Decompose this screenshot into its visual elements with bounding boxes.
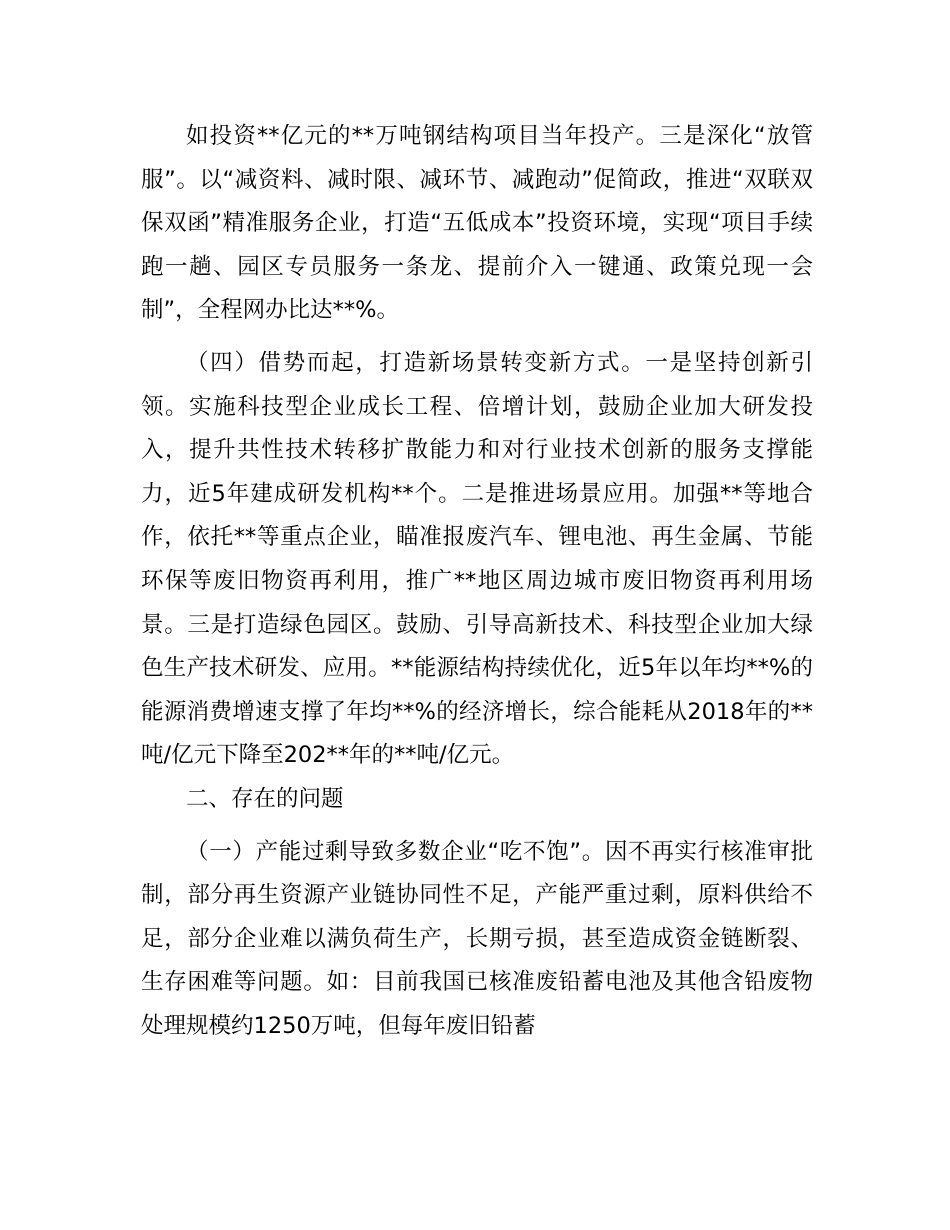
paragraph-deepen-reform: 如投资**亿元的**万吨钢结构项目当年投产。三是深化“放管服”。以“减资料、减时限、减环节、减跑动”促简政，推进“双联双保双函”精准服务企业，打造“五低成本”投资环境，实现“项目手续跑一趟、园区专员服务一条龙、提前介入一键通、政策兑现一会制”，全程网办比达**%。	[141, 123, 813, 324]
document-page	[141, 115, 813, 1048]
paragraph-section-four: （四）借势而起，打造新场景转变新方式。一是坚持创新引领。实施科技型企业成长工程、倍增计划，鼓励企业加大研发投入，提升共性技术转移扩散能力和对行业技术创新的服务支撑能力，近5年建成研发机构**个。二是推进场景应用。加强**等地合作，依托**等重点企业，瞄准报废汽车、锂电池、再生金属、节能环保等废旧物资再利用，推广**地区周边城市废旧物资再利用场景。三是打造绿色园区。鼓励、引导高新技术、科技型企业加大绿色生产技术研发、应用。**能源结构持续优化，近5年以年均**%的能源消费增速支撑了年均**%的经济增长，综合能耗从2018年的**吨/亿元下降至202**年的**吨/亿元。	[141, 349, 813, 769]
paragraph-overcapacity: （一）产能过剩导致多数企业“吃不饱”。因不再实行核准审批制，部分再生资源产业链协同性不足，产能严重过剩，原料供给不足，部分企业难以满负荷生产，长期亏损，甚至造成资金链断裂、生存困难等问题。如：目前我国已核准废铅蓄电池及其他含铅废物处理规模约1250万吨，但每年废旧铅蓄	[141, 838, 813, 1039]
section-heading-problems: 二、存在的问题	[186, 785, 344, 812]
